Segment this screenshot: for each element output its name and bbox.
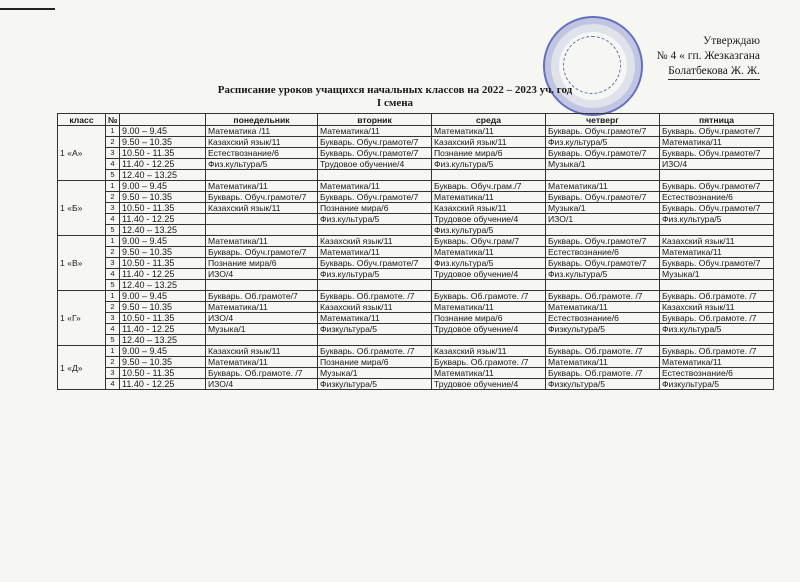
tuesday-cell: Математика/11 [318,126,432,137]
thursday-cell: Математика/11 [546,357,660,368]
friday-cell: Физ.культура/5 [660,214,774,225]
lesson-number: 4 [106,324,120,335]
wednesday-cell: Букварь. Обуч.грам/7 [432,236,546,247]
friday-cell: Букварь. Об.грамоте. /7 [660,313,774,324]
table-row [58,192,774,203]
class-cell: 1 «В» [58,236,106,291]
tuesday-cell: Физ.культура/5 [318,214,432,225]
top-rule [0,8,55,10]
class-cell: 1 «Д» [58,346,106,390]
lesson-time: 9.50 – 10.35 [120,192,206,203]
thursday-cell: Музыка/1 [546,159,660,170]
thursday-cell: Букварь. Обуч.грамоте/7 [546,148,660,159]
thursday-cell: Букварь. Обуч.грамоте/7 [546,126,660,137]
approval-line-2: № 4 « гп. Жезказгана [656,50,760,62]
monday-cell: Физ.культура/5 [206,159,318,170]
friday-cell: Естествознание/6 [660,368,774,379]
lesson-number: 1 [106,346,120,357]
lesson-number: 2 [106,137,120,148]
tuesday-cell: Трудовое обучение/4 [318,159,432,170]
friday-cell: Физкультура/5 [660,379,774,390]
approval-signature: Болатбекова Ж. Ж. [668,64,760,80]
friday-cell: Музыка/1 [660,269,774,280]
friday-cell: Математика/11 [660,357,774,368]
wednesday-cell: Математика/11 [432,368,546,379]
table-row [58,159,774,170]
lesson-time: 9.00 – 9.45 [120,126,206,137]
lesson-time: 12.40 – 13.25 [120,170,206,181]
lesson-number: 1 [106,291,120,302]
lesson-number: 4 [106,269,120,280]
monday-cell: Казахский язык/11 [206,346,318,357]
wednesday-cell: Букварь. Об.грамоте. /7 [432,357,546,368]
header-wednesday: среда [432,114,546,126]
friday-cell: Букварь. Обуч.грамоте/7 [660,126,774,137]
wednesday-cell [432,170,546,181]
lesson-time: 12.40 – 13.25 [120,225,206,236]
thursday-cell [546,225,660,236]
friday-cell: Физ.культура/5 [660,324,774,335]
thursday-cell [546,280,660,291]
lesson-number: 3 [106,203,120,214]
tuesday-cell [318,280,432,291]
thursday-cell: Математика/11 [546,302,660,313]
table-row [58,258,774,269]
table-row [58,368,774,379]
friday-cell: Букварь. Обуч.грамоте/7 [660,181,774,192]
lesson-time: 9.00 – 9.45 [120,346,206,357]
tuesday-cell: Познание мира/6 [318,203,432,214]
tuesday-cell: Познание мира/6 [318,357,432,368]
lesson-number: 5 [106,280,120,291]
table-row [58,214,774,225]
friday-cell [660,335,774,346]
header-friday: пятница [660,114,774,126]
lesson-number: 4 [106,214,120,225]
tuesday-cell [318,170,432,181]
thursday-cell: Букварь. Об.грамоте. /7 [546,346,660,357]
monday-cell: ИЗО/4 [206,379,318,390]
friday-cell: Математика/11 [660,247,774,258]
table-row [58,379,774,390]
lesson-time: 9.50 – 10.35 [120,137,206,148]
wednesday-cell: Математика/11 [432,302,546,313]
monday-cell: ИЗО/4 [206,269,318,280]
lesson-time: 9.50 – 10.35 [120,247,206,258]
lesson-time: 9.50 – 10.35 [120,357,206,368]
monday-cell: Математика/11 [206,302,318,313]
friday-cell: Математика/11 [660,137,774,148]
friday-cell [660,225,774,236]
monday-cell [206,170,318,181]
tuesday-cell: Казахский язык/11 [318,302,432,313]
thursday-cell: Букварь. Обуч.грамоте/7 [546,192,660,203]
lesson-time: 11.40 - 12.25 [120,269,206,280]
tuesday-cell: Букварь. Обуч.грамоте/7 [318,137,432,148]
lesson-number: 2 [106,247,120,258]
lesson-time: 9.00 – 9.45 [120,291,206,302]
tuesday-cell: Физкультура/5 [318,379,432,390]
table-row [58,170,774,181]
tuesday-cell: Музыка/1 [318,368,432,379]
wednesday-cell: Казахский язык/11 [432,137,546,148]
lesson-time: 9.00 – 9.45 [120,181,206,192]
approval-block [530,34,760,80]
header-row [58,114,774,126]
table-row [58,346,774,357]
tuesday-cell: Букварь. Об.грамоте. /7 [318,346,432,357]
lesson-time: 9.50 – 10.35 [120,302,206,313]
lesson-time: 10.50 - 11.35 [120,203,206,214]
wednesday-cell: Букварь. Обуч.грам./7 [432,181,546,192]
lesson-time: 12.40 – 13.25 [120,280,206,291]
lesson-time: 11.40 - 12.25 [120,324,206,335]
thursday-cell: Букварь. Об.грамоте. /7 [546,291,660,302]
thursday-cell: Физ.культура/5 [546,137,660,148]
tuesday-cell: Физкультура/5 [318,324,432,335]
page-title [200,84,590,110]
friday-cell: Букварь. Об.грамоте. /7 [660,291,774,302]
lesson-time: 10.50 - 11.35 [120,258,206,269]
lesson-time: 11.40 - 12.25 [120,379,206,390]
tuesday-cell: Казахский язык/11 [318,236,432,247]
monday-cell [206,214,318,225]
thursday-cell: Физкультура/5 [546,324,660,335]
friday-cell: Естествознание/6 [660,192,774,203]
table-row [58,291,774,302]
wednesday-cell [432,335,546,346]
tuesday-cell: Физ.культура/5 [318,269,432,280]
lesson-number: 3 [106,258,120,269]
monday-cell: Казахский язык/11 [206,137,318,148]
header-class: класс [58,114,106,126]
friday-cell: Букварь. Об.грамоте. /7 [660,346,774,357]
table-row [58,247,774,258]
friday-cell: Букварь. Обуч.грамоте/7 [660,258,774,269]
thursday-cell: Букварь. Обуч.грамоте/7 [546,236,660,247]
tuesday-cell: Математика/11 [318,181,432,192]
monday-cell: Познание мира/6 [206,258,318,269]
monday-cell: Математика/11 [206,357,318,368]
title-line-1: Расписание уроков учащихся начальных классов на 2022 – 2023 уч. год [217,84,573,96]
table-row [58,280,774,291]
wednesday-cell: Познание мира/6 [432,313,546,324]
title-line-2: I смена [376,97,414,109]
monday-cell: Математика/11 [206,236,318,247]
thursday-cell [546,170,660,181]
header-time [120,114,206,126]
table-row [58,302,774,313]
approval-line-1: Утверждаю [703,35,760,47]
friday-cell: ИЗО/4 [660,159,774,170]
table-row [58,148,774,159]
friday-cell [660,280,774,291]
monday-cell: Математика/11 [206,181,318,192]
friday-cell: Букварь. Обуч.грамоте/7 [660,148,774,159]
wednesday-cell: Физ.культура/5 [432,159,546,170]
lesson-number: 1 [106,181,120,192]
wednesday-cell: Математика/11 [432,247,546,258]
table-row [58,236,774,247]
table-row [58,324,774,335]
thursday-cell: Букварь. Об.грамоте. /7 [546,368,660,379]
thursday-cell: Физ.культура/5 [546,269,660,280]
tuesday-cell: Букварь. Об.грамоте. /7 [318,291,432,302]
friday-cell: Казахский язык/11 [660,302,774,313]
thursday-cell: Естествознание/6 [546,313,660,324]
lesson-number: 1 [106,236,120,247]
tuesday-cell: Букварь. Обуч.грамоте/7 [318,192,432,203]
lesson-number: 2 [106,357,120,368]
tuesday-cell: Букварь. Обуч.грамоте/7 [318,258,432,269]
lesson-number: 2 [106,302,120,313]
class-cell: 1 «А» [58,126,106,181]
thursday-cell: Физкультура/5 [546,379,660,390]
lesson-time: 11.40 - 12.25 [120,214,206,225]
table-row [58,357,774,368]
lesson-time: 10.50 - 11.35 [120,148,206,159]
table-row [58,126,774,137]
lesson-number: 2 [106,192,120,203]
lesson-number: 4 [106,379,120,390]
lesson-time: 9.00 – 9.45 [120,236,206,247]
thursday-cell: Музыка/1 [546,203,660,214]
wednesday-cell: Трудовое обучение/4 [432,214,546,225]
table-row [58,269,774,280]
tuesday-cell: Математика/11 [318,313,432,324]
lesson-number: 3 [106,368,120,379]
wednesday-cell: Трудовое обучение/4 [432,379,546,390]
thursday-cell: ИЗО/1 [546,214,660,225]
lesson-number: 3 [106,313,120,324]
lesson-number: 1 [106,126,120,137]
tuesday-cell [318,335,432,346]
thursday-cell: Математика/11 [546,181,660,192]
monday-cell: ИЗО/4 [206,313,318,324]
lesson-time: 10.50 - 11.35 [120,313,206,324]
thursday-cell [546,335,660,346]
lesson-time: 10.50 - 11.35 [120,368,206,379]
header-number: № [106,114,120,126]
table-row [58,181,774,192]
monday-cell: Математика /11 [206,126,318,137]
lesson-number: 4 [106,159,120,170]
friday-cell [660,170,774,181]
header-tuesday: вторник [318,114,432,126]
wednesday-cell: Казахский язык/11 [432,203,546,214]
lesson-number: 5 [106,225,120,236]
class-cell: 1 «Б» [58,181,106,236]
monday-cell [206,335,318,346]
lesson-number: 5 [106,170,120,181]
schedule-table [57,113,774,390]
lesson-time: 12.40 – 13.25 [120,335,206,346]
lesson-number: 3 [106,148,120,159]
wednesday-cell: Букварь. Об.грамоте. /7 [432,291,546,302]
wednesday-cell: Казахский язык/11 [432,346,546,357]
table-row [58,203,774,214]
friday-cell: Казахский язык/11 [660,236,774,247]
wednesday-cell: Математика/11 [432,192,546,203]
monday-cell: Казахский язык/11 [206,203,318,214]
thursday-cell: Естествознание/6 [546,247,660,258]
table-row [58,335,774,346]
friday-cell: Букварь. Обуч.грамоте/7 [660,203,774,214]
monday-cell [206,280,318,291]
monday-cell [206,225,318,236]
monday-cell: Букварь. Обуч.грамоте/7 [206,192,318,203]
table-row [58,137,774,148]
monday-cell: Естествознание/6 [206,148,318,159]
table-row [58,225,774,236]
class-cell: 1 «Г» [58,291,106,346]
monday-cell: Букварь. Об.грамоте. /7 [206,368,318,379]
wednesday-cell: Познание мира/6 [432,148,546,159]
tuesday-cell: Букварь. Обуч.грамоте/7 [318,148,432,159]
wednesday-cell: Математика/11 [432,126,546,137]
wednesday-cell: Трудовое обучение/4 [432,324,546,335]
monday-cell: Букварь. Об.грамоте/7 [206,291,318,302]
header-monday: понедельник [206,114,318,126]
wednesday-cell: Физ.культура/5 [432,258,546,269]
monday-cell: Музыка/1 [206,324,318,335]
lesson-number: 5 [106,335,120,346]
lesson-time: 11.40 - 12.25 [120,159,206,170]
header-thursday: четверг [546,114,660,126]
monday-cell: Букварь. Обуч.грамоте/7 [206,247,318,258]
tuesday-cell: Математика/11 [318,247,432,258]
tuesday-cell [318,225,432,236]
table-row [58,313,774,324]
thursday-cell: Букварь. Обуч.грамоте/7 [546,258,660,269]
wednesday-cell: Физ.культура/5 [432,225,546,236]
wednesday-cell: Трудовое обучение/4 [432,269,546,280]
wednesday-cell [432,280,546,291]
